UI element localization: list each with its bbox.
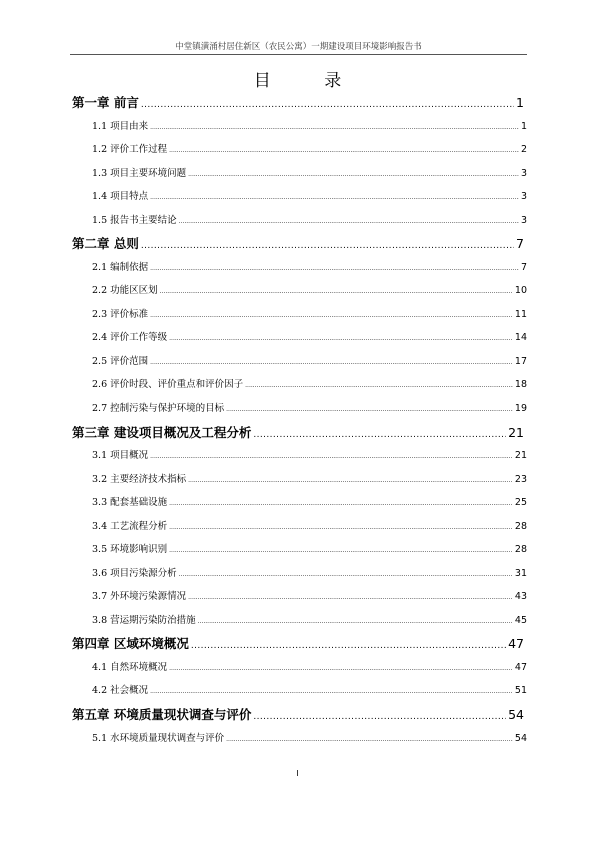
running-header: 中堂镇潢涌村居住新区（农民公寓）一期建设项目环境影响报告书 bbox=[175, 42, 422, 52]
toc-entry-page-number: 43 bbox=[514, 591, 527, 603]
dot-leader bbox=[160, 280, 513, 304]
toc-entry-page-number: 28 bbox=[514, 544, 527, 556]
toc-entry-label: 1.2 评价工作过程 bbox=[92, 144, 168, 156]
toc-section-entry[interactable] bbox=[72, 656, 527, 680]
header-rule bbox=[70, 54, 527, 55]
dot-leader bbox=[245, 374, 513, 398]
dot-leader bbox=[150, 116, 519, 140]
toc-entry-page-number: 47 bbox=[508, 636, 524, 652]
toc-chapter-entry[interactable] bbox=[72, 632, 527, 656]
toc-entry-label: 2.6 评价时段、评价重点和评价因子 bbox=[92, 379, 244, 391]
page-number: I bbox=[296, 769, 299, 778]
toc-entry-page-number: 23 bbox=[514, 473, 527, 485]
toc-entry-label: 2.3 评价标准 bbox=[92, 308, 149, 320]
toc-entry-label: 1.5 报告书主要结论 bbox=[92, 214, 177, 226]
dot-leader bbox=[150, 257, 519, 281]
dot-leader bbox=[226, 728, 513, 752]
toc-entry-label: 2.4 评价工作等级 bbox=[92, 332, 168, 344]
dot-leader bbox=[226, 398, 513, 422]
dot-leader bbox=[169, 139, 519, 163]
toc-entry-label: 1.3 项目主要环境问题 bbox=[92, 167, 187, 179]
dot-leader bbox=[253, 424, 506, 448]
toc-section-entry[interactable] bbox=[72, 350, 527, 374]
toc-section-entry[interactable] bbox=[72, 115, 527, 139]
dot-leader bbox=[179, 210, 519, 234]
toc-chapter-entry[interactable] bbox=[72, 421, 527, 445]
toc-section-entry[interactable] bbox=[72, 444, 527, 468]
dot-leader bbox=[169, 539, 513, 563]
toc-entry-label: 3.1 项目概况 bbox=[92, 450, 149, 462]
toc-entry-page-number: 11 bbox=[514, 308, 527, 320]
dot-leader bbox=[188, 469, 513, 493]
toc-entry-label: 第一章 前言 bbox=[72, 95, 139, 110]
dot-leader bbox=[150, 186, 519, 210]
toc-entry-label: 5.1 水环境质量现状调查与评价 bbox=[92, 732, 225, 744]
toc-section-entry[interactable] bbox=[72, 491, 527, 515]
dot-leader bbox=[150, 445, 513, 469]
toc-entry-page-number: 28 bbox=[514, 520, 527, 532]
toc-entry-label: 2.5 评价范围 bbox=[92, 355, 149, 367]
toc-section-entry[interactable] bbox=[72, 326, 527, 350]
toc-entry-label: 3.7 外环境污染源情况 bbox=[92, 591, 187, 603]
toc-entry-page-number: 2 bbox=[520, 144, 527, 156]
toc-section-entry[interactable] bbox=[72, 279, 527, 303]
dot-leader bbox=[150, 680, 513, 704]
dot-leader bbox=[141, 94, 514, 118]
toc-entry-label: 3.6 项目污染源分析 bbox=[92, 567, 177, 579]
toc-entry-label: 第四章 区域环境概况 bbox=[72, 636, 189, 652]
toc-entry-page-number: 10 bbox=[514, 285, 527, 297]
toc-entry-label: 3.3 配套基础设施 bbox=[92, 497, 168, 509]
toc-section-entry[interactable] bbox=[72, 162, 527, 186]
dot-leader bbox=[150, 351, 513, 375]
toc-entry-page-number: 17 bbox=[514, 355, 527, 367]
dot-leader bbox=[169, 516, 513, 540]
toc-section-entry[interactable] bbox=[72, 185, 527, 209]
dot-leader bbox=[191, 635, 506, 659]
dot-leader bbox=[169, 327, 513, 351]
toc-entry-label: 3.4 工艺流程分析 bbox=[92, 520, 168, 532]
toc-entry-page-number: 3 bbox=[520, 214, 527, 226]
toc-section-entry[interactable] bbox=[72, 373, 527, 397]
dot-leader bbox=[198, 610, 513, 634]
toc-section-entry[interactable] bbox=[72, 303, 527, 327]
toc-section-entry[interactable] bbox=[72, 209, 527, 233]
table-of-contents bbox=[72, 91, 527, 750]
toc-entry-page-number: 7 bbox=[516, 236, 524, 252]
toc-section-entry[interactable] bbox=[72, 679, 527, 703]
dot-leader bbox=[169, 657, 513, 681]
toc-section-entry[interactable] bbox=[72, 585, 527, 609]
toc-entry-label: 2.7 控制污染与保护环境的目标 bbox=[92, 403, 225, 415]
toc-entry-label: 1.4 项目特点 bbox=[92, 191, 149, 203]
toc-section-entry[interactable] bbox=[72, 609, 527, 633]
dot-leader bbox=[179, 563, 513, 587]
toc-chapter-entry[interactable] bbox=[72, 91, 527, 115]
toc-entry-label: 第三章 建设项目概况及工程分析 bbox=[72, 424, 252, 440]
toc-entry-label: 2.1 编制依据 bbox=[92, 261, 149, 273]
toc-section-entry[interactable] bbox=[72, 468, 527, 492]
toc-entry-label: 4.2 社会概况 bbox=[92, 685, 149, 697]
toc-title: 目 录 bbox=[253, 71, 366, 91]
toc-section-entry[interactable] bbox=[72, 397, 527, 421]
toc-section-entry[interactable] bbox=[72, 727, 527, 751]
dot-leader bbox=[169, 492, 513, 516]
toc-entry-page-number: 54 bbox=[508, 707, 524, 723]
toc-entry-page-number: 14 bbox=[514, 332, 527, 344]
toc-entry-label: 4.1 自然环境概况 bbox=[92, 661, 168, 673]
dot-leader bbox=[253, 706, 506, 730]
toc-entry-page-number: 1 bbox=[516, 95, 524, 110]
toc-section-entry[interactable] bbox=[72, 256, 527, 280]
toc-chapter-entry[interactable] bbox=[72, 703, 527, 727]
toc-section-entry[interactable] bbox=[72, 515, 527, 539]
toc-entry-page-number: 47 bbox=[514, 661, 527, 673]
toc-entry-page-number: 18 bbox=[514, 379, 527, 391]
toc-entry-page-number: 7 bbox=[520, 261, 527, 273]
toc-chapter-entry[interactable] bbox=[72, 232, 527, 256]
toc-entry-label: 1.1 项目由来 bbox=[92, 120, 149, 132]
toc-entry-label: 2.2 功能区区划 bbox=[92, 285, 158, 297]
toc-entry-page-number: 51 bbox=[514, 685, 527, 697]
toc-entry-page-number: 3 bbox=[520, 191, 527, 203]
toc-entry-page-number: 25 bbox=[514, 497, 527, 509]
toc-entry-label: 第二章 总则 bbox=[72, 236, 139, 252]
toc-entry-page-number: 21 bbox=[508, 424, 524, 440]
toc-entry-page-number: 31 bbox=[514, 567, 527, 579]
dot-leader bbox=[141, 235, 514, 259]
dot-leader bbox=[188, 163, 519, 187]
toc-entry-page-number: 45 bbox=[514, 614, 527, 626]
toc-entry-page-number: 21 bbox=[514, 450, 527, 462]
toc-section-entry[interactable] bbox=[72, 562, 527, 586]
toc-entry-label: 3.5 环境影响识别 bbox=[92, 544, 168, 556]
toc-entry-page-number: 3 bbox=[520, 167, 527, 179]
toc-entry-label: 3.8 营运期污染防治措施 bbox=[92, 614, 196, 626]
dot-leader bbox=[188, 586, 513, 610]
toc-entry-label: 第五章 环境质量现状调查与评价 bbox=[72, 707, 252, 723]
toc-section-entry[interactable] bbox=[72, 538, 527, 562]
toc-section-entry[interactable] bbox=[72, 138, 527, 162]
toc-entry-page-number: 54 bbox=[514, 732, 527, 744]
toc-entry-page-number: 1 bbox=[520, 120, 527, 132]
dot-leader bbox=[150, 304, 513, 328]
toc-entry-page-number: 19 bbox=[514, 403, 527, 415]
toc-entry-label: 3.2 主要经济技术指标 bbox=[92, 473, 187, 485]
